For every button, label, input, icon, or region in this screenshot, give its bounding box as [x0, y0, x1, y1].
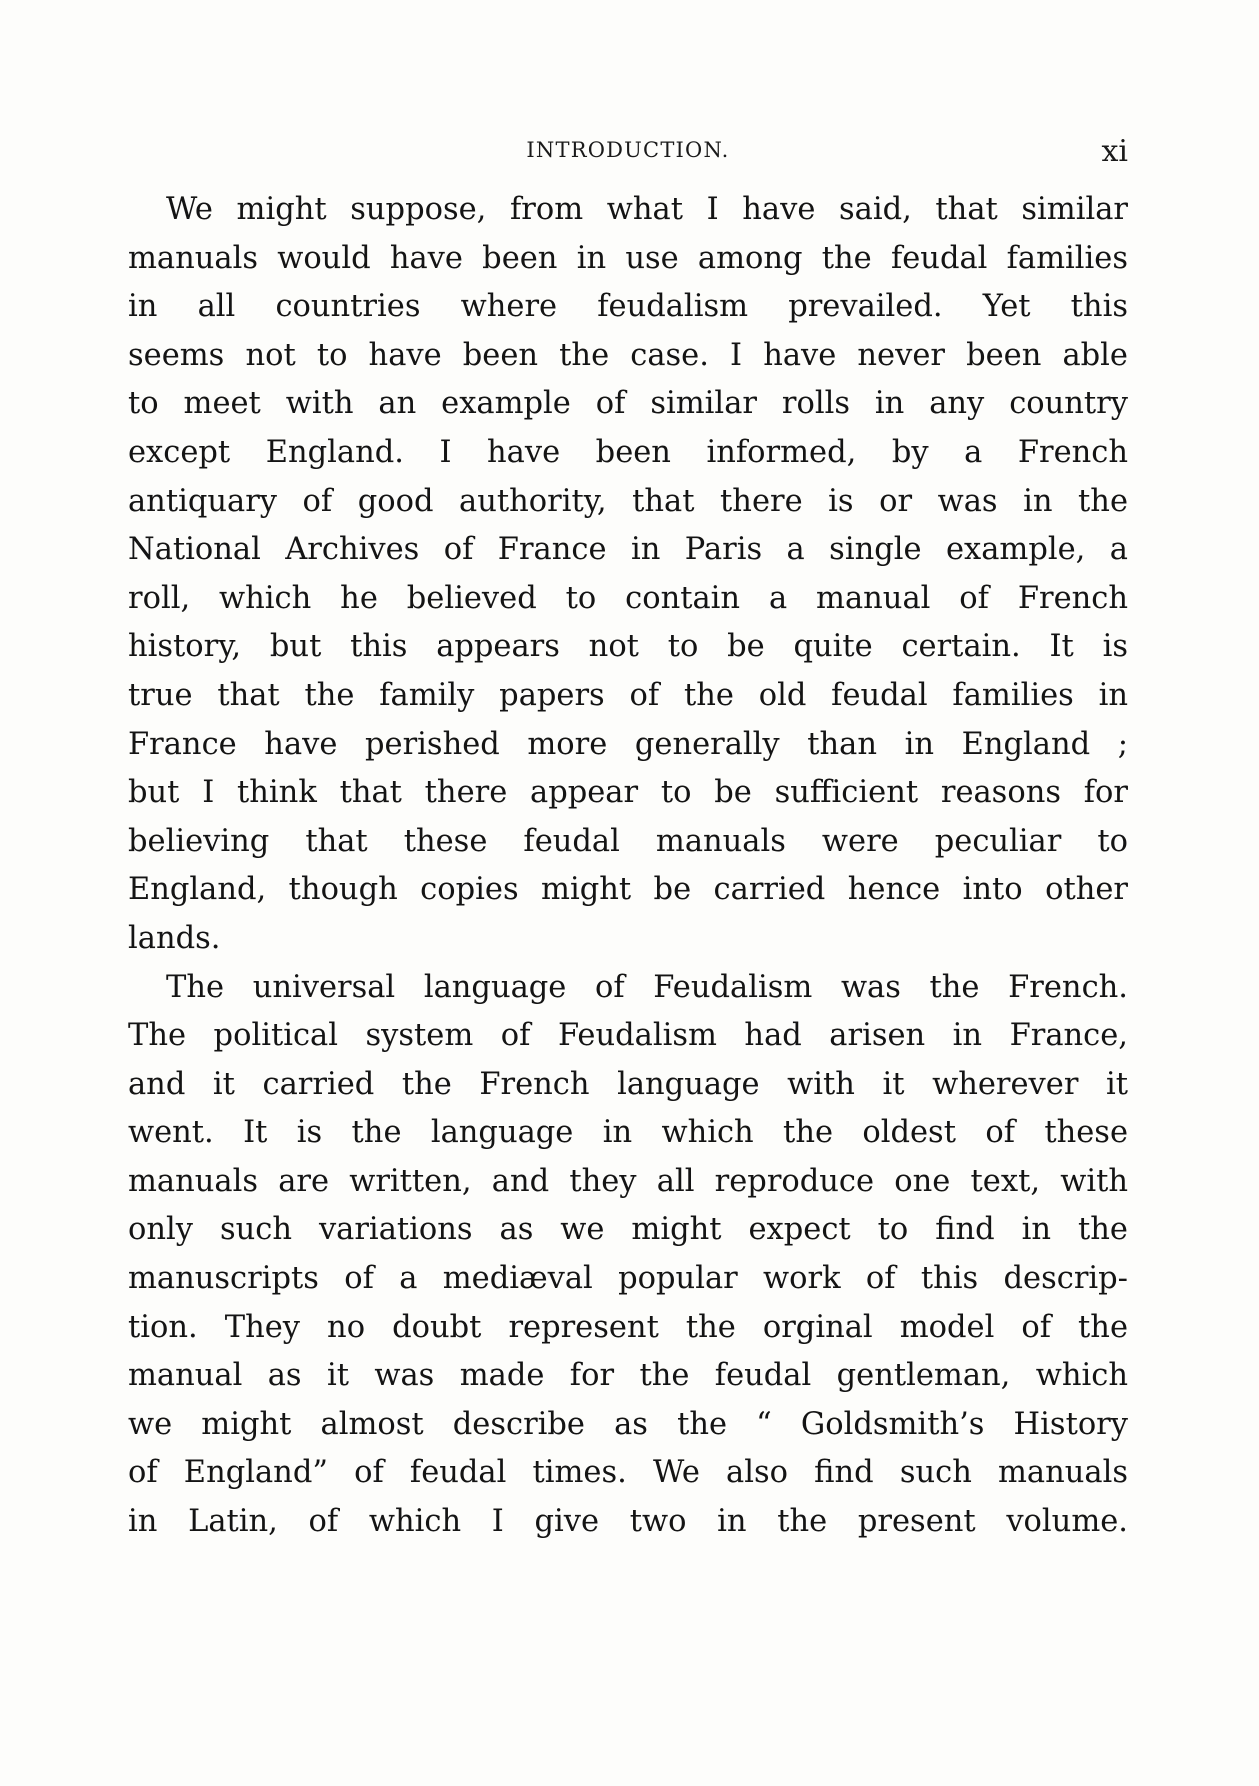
text-line: The political system of Feudalism had arisen in France, [128, 1018, 1128, 1054]
paragraph-feudal-language [128, 964, 1128, 1547]
text-line: manuscripts of a mediæval popular work of this descrip- [128, 1261, 1128, 1297]
text-line: manuals are written, and they all reproduce one text, with [128, 1163, 1128, 1199]
text-line: lands. [128, 920, 221, 956]
text-line: true that the family papers of the old feudal families in [128, 677, 1128, 713]
text-line: went. It is the language in which the oldest of these [128, 1115, 1128, 1151]
text-line: in Latin, of which I give two in the present volume. [128, 1504, 1128, 1540]
text-line: France have perished more generally than in England ; [128, 726, 1128, 762]
text-line: we might almost describe as the “ Goldsmith’s History [128, 1406, 1128, 1442]
body-text [128, 186, 1128, 1547]
text-line: seems not to have been the case. I have never been able [128, 337, 1128, 373]
text-line: We might suppose, from what I have said, that similar [166, 192, 1128, 227]
text-line: history, but this appears not to be quite certain. It is [128, 629, 1128, 665]
text-line: manuals would have been in use among the feudal families [128, 240, 1128, 276]
text-line: of England” of feudal times. We also find such manuals [128, 1455, 1128, 1491]
running-header [128, 134, 1128, 174]
text-line: tion. They no doubt represent the orginal model of the [128, 1309, 1128, 1345]
text-line: roll, which he believed to contain a manual of French [128, 580, 1128, 616]
text-line: except England. I have been informed, by a French [128, 434, 1128, 470]
text-line: manual as it was made for the feudal gentleman, which [128, 1358, 1128, 1394]
page-number: xi [1101, 134, 1128, 169]
text-line: The universal language of Feudalism was the French. [166, 969, 1128, 1005]
text-line: antiquary of good authority, that there is or was in the [128, 483, 1128, 519]
text-line: only such variations as we might expect to find in the [128, 1212, 1128, 1248]
text-line: to meet with an example of similar rolls in any country [128, 386, 1128, 422]
text-line: National Archives of France in Paris a single example, a [128, 532, 1128, 568]
text-line: and it carried the French language with it wherever it [128, 1066, 1128, 1102]
text-line: believing that these feudal manuals were peculiar to [128, 823, 1128, 859]
text-line: in all countries where feudalism prevailed. Yet this [128, 289, 1128, 325]
running-title: INTRODUCTION. [526, 138, 730, 162]
text-line: but I think that there appear to be sufficient reasons for [128, 775, 1128, 811]
text-line: England, though copies might be carried hence into other [128, 872, 1128, 908]
paragraph-feudal-manuals [128, 186, 1128, 964]
